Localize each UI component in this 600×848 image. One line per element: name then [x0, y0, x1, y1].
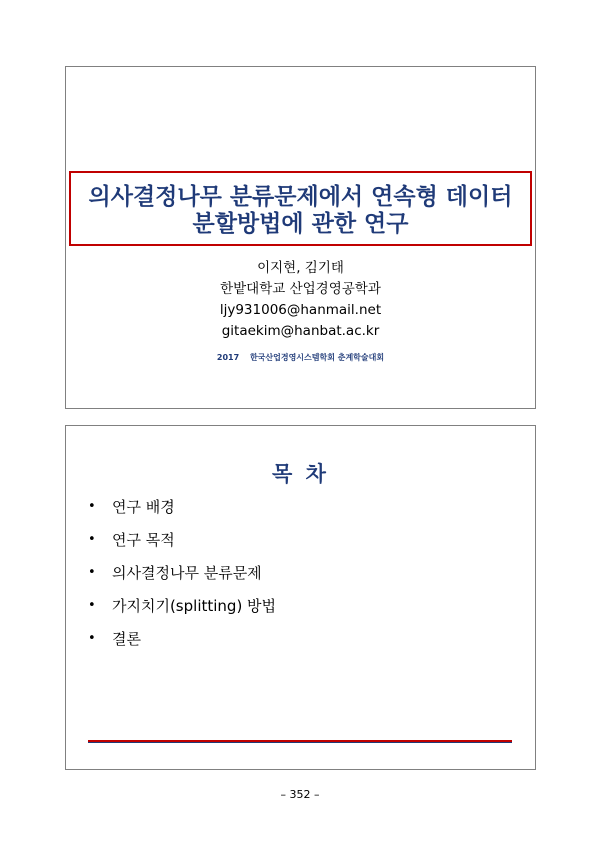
list-item-label: 가지치기(splitting) 방법: [112, 597, 277, 615]
list-item-label: 결론: [112, 630, 141, 648]
conference-line: [66, 352, 535, 363]
contents-title: 목 차: [272, 462, 329, 486]
list-item-label: 연구 목적: [112, 531, 175, 549]
contents-list: [88, 490, 276, 655]
list-item: [88, 523, 276, 556]
bullet-icon: •: [88, 532, 96, 547]
affiliation: 한밭대학교 산업경영공학과: [220, 281, 381, 297]
slide-title-line-2: 분할방법에 관한 연구: [192, 211, 409, 237]
email-1: ljy931006@hanmail.net: [219, 302, 382, 318]
list-item-label: 의사결정나무 분류문제: [112, 564, 262, 582]
bullet-icon: •: [88, 598, 96, 613]
title-slide: [65, 66, 536, 409]
slide-title-line-1: 의사결정나무 분류문제에서 연속형 데이터: [88, 184, 513, 210]
list-item: [88, 556, 276, 589]
contents-slide: [65, 425, 536, 770]
bullet-icon: •: [88, 565, 96, 580]
email-2: gitaekim@hanbat.ac.kr: [221, 323, 380, 339]
list-item-label: 연구 배경: [112, 498, 175, 516]
author-names: 이지현, 김기태: [257, 260, 344, 276]
list-item: [88, 589, 276, 622]
page-number: – 352 –: [280, 788, 320, 801]
bullet-icon: •: [88, 631, 96, 646]
conference-year: 2017: [216, 353, 240, 362]
bullet-icon: •: [88, 499, 96, 514]
list-item: [88, 622, 276, 655]
list-item: [88, 490, 276, 523]
divider: [88, 740, 512, 743]
author-block: [66, 258, 535, 342]
title-box: [69, 171, 532, 246]
conference-name: 한국산업경영시스템학회 춘계학술대회: [249, 353, 385, 362]
